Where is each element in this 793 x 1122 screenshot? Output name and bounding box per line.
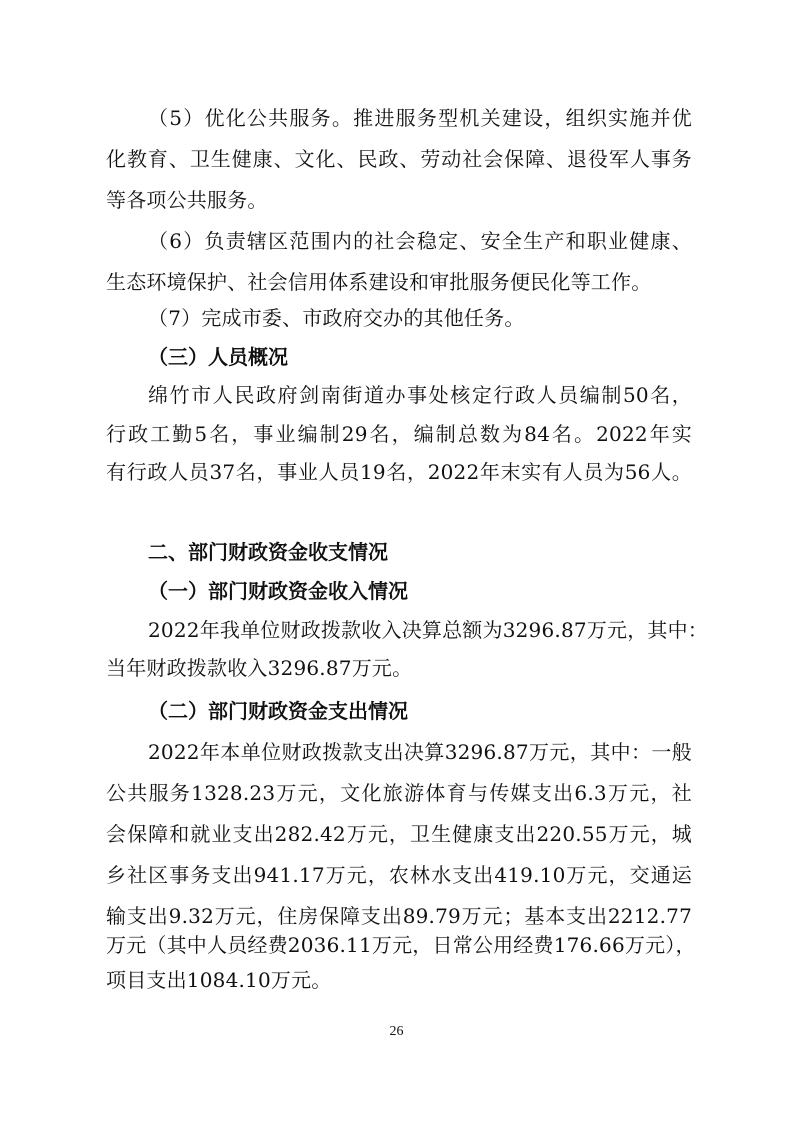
personnel-line-3: 有行政人员37名，事业人员19名，2022年末实有人员为56人。	[106, 460, 692, 484]
paragraph-6-line-2: 生态环境保护、社会信用体系建设和审批服务便民化等工作。	[106, 270, 652, 294]
heading-expense: （二）部门财政资金支出情况	[148, 699, 408, 723]
paragraph-6-line-1: （6）负责辖区范围内的社会稳定、安全生产和职业健康、	[148, 229, 692, 253]
expense-line-4: 乡社区事务支出941.17万元，农林水支出419.10万元，交通运	[106, 863, 692, 887]
paragraph-5-line-2: 化教育、卫生健康、文化、民政、劳动社会保障、退役军人事务	[106, 147, 692, 171]
heading-section-2: 二、部门财政资金收支情况	[148, 540, 388, 564]
expense-line-6: 万元（其中人员经费2036.11万元，日常公用经费176.66万元），	[106, 933, 696, 957]
paragraph-7: （7）完成市委、市政府交办的其他任务。	[148, 306, 525, 330]
expense-line-3: 会保障和就业支出282.42万元，卫生健康支出220.55万元，城	[106, 822, 692, 846]
expense-line-1: 2022年本单位财政拨款支出决算3296.87万元，其中：一般	[148, 740, 692, 764]
personnel-line-1: 绵竹市人民政府剑南街道办事处核定行政人员编制50名，	[148, 383, 692, 407]
personnel-line-2: 行政工勤5名，事业编制29名，编制总数为84名。2022年实	[106, 422, 692, 446]
paragraph-5-line-3: 等各项公共服务。	[106, 188, 268, 212]
paragraph-5-line-1: （5）优化公共服务。推进服务型机关建设，组织实施并优	[148, 106, 692, 130]
income-line-1: 2022年我单位财政拨款收入决算总额为3296.87万元，其中：	[148, 618, 709, 642]
expense-line-5: 输支出9.32万元，住房保障支出89.79万元；基本支出2212.77	[106, 904, 692, 928]
heading-income: （一）部门财政资金收入情况	[148, 579, 408, 603]
page-number: 26	[389, 1024, 404, 1039]
expense-line-7: 项目支出1084.10万元。	[106, 968, 332, 992]
heading-personnel-overview: （三）人员概况	[148, 345, 288, 369]
income-line-2: 当年财政拨款收入3296.87万元。	[106, 656, 413, 680]
expense-line-2: 公共服务1328.23万元，文化旅游体育与传媒支出6.3万元，社	[106, 781, 692, 805]
